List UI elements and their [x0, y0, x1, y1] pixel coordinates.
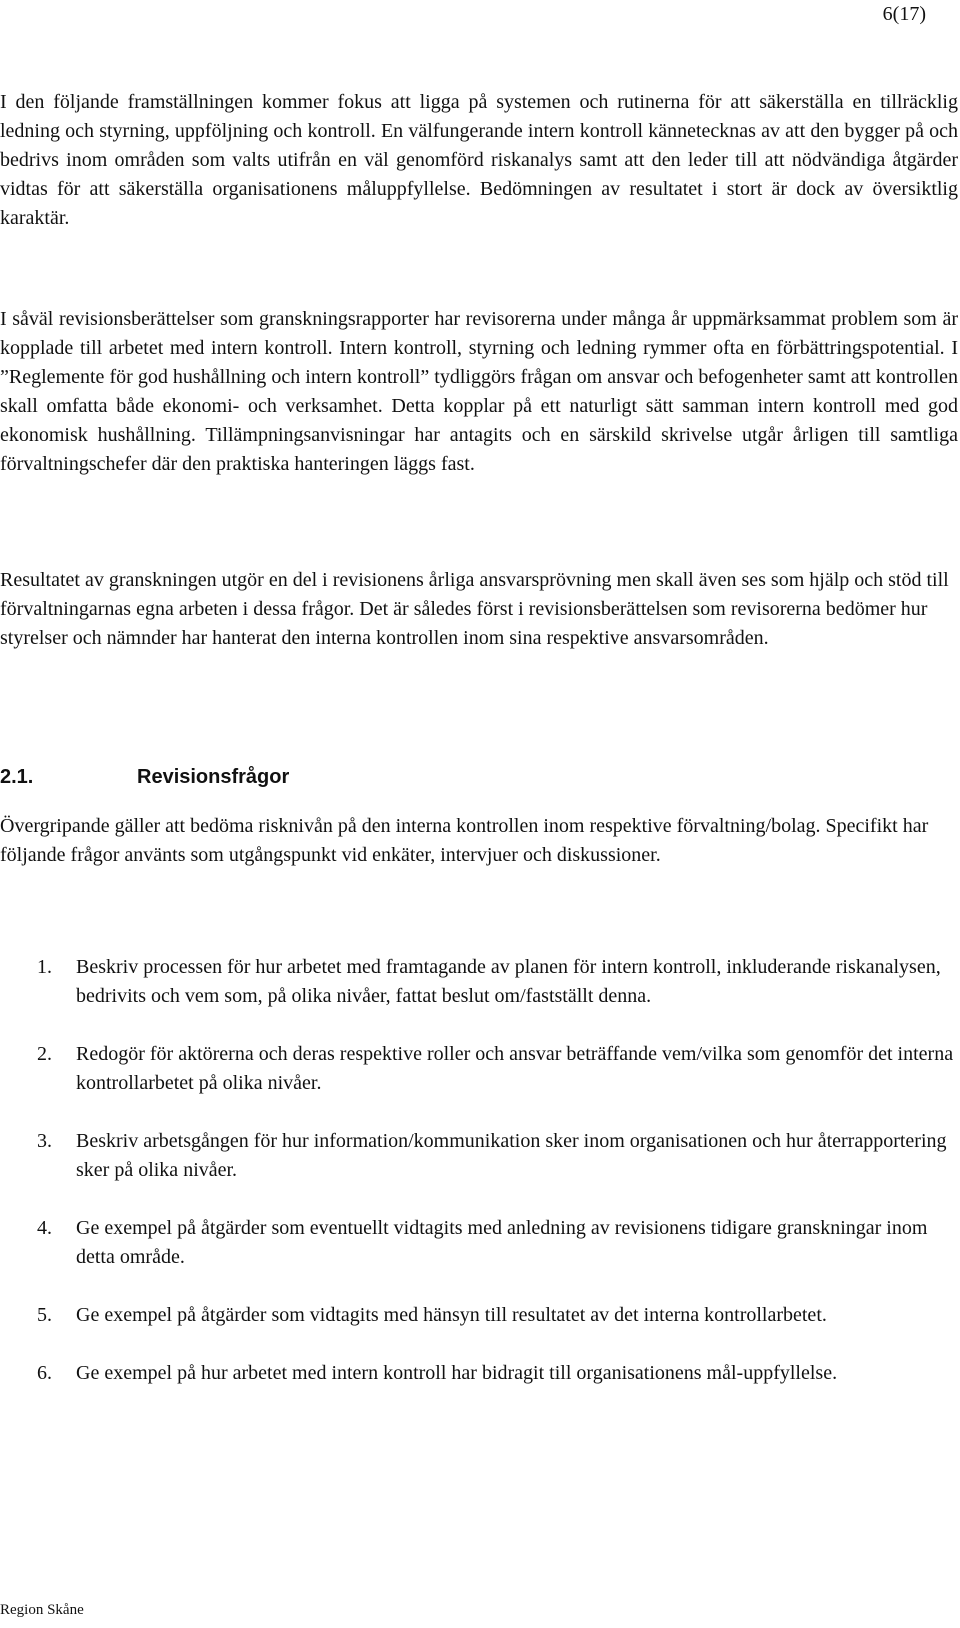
list-item — [0, 1214, 958, 1272]
section-heading — [0, 763, 289, 791]
list-item-text: Beskriv arbetsgången för hur information/kommunikation sker inom organisationen och hur återrapportering sker på olika nivåer. — [76, 1130, 947, 1181]
page-number: 6(17) — [882, 3, 926, 25]
paragraph-audit-reports: I såväl revisionsberättelser som granskningsrapporter har revisorerna under många år uppmärksammat problem som är kopplade till arbetet med intern kontroll. Intern kontroll, styrning och ledning rymmer ofta en förbättringspotential. I ”Reglemente för god hushållning och intern kontroll” tydliggörs frågan om ansvar och befogenheter samt att kontrollen skall omfatta både ekonomi- och verksamhet. Detta kopplar på ett naturligt sätt samman intern kontroll med god ekonomisk hushållning. Tillämpningsanvisningar har antagits och en särskild skrivelse utgår årligen till samtliga förvaltningschefer där den praktiska hanteringen läggs fast. — [0, 308, 958, 475]
list-item-number: 3. — [37, 1130, 52, 1152]
list-item — [0, 1127, 958, 1185]
list-item-text: Ge exempel på åtgärder som eventuellt vidtagits med anledning av revisionens tidigare granskningar inom detta område. — [76, 1217, 928, 1268]
list-item-text: Redogör för aktörerna och deras respektive roller och ansvar beträffande vem/vilka som genomför det interna kontrollarbetet på olika nivåer. — [76, 1043, 954, 1094]
list-item-number: 1. — [37, 956, 52, 978]
list-item — [0, 1040, 958, 1098]
section-intro: Övergripande gäller att bedöma risknivån på den interna kontrollen inom respektive förvaltning/bolag. Specifikt har följande frågor använts som utgångspunkt vid enkäter, intervjuer och diskussioner. — [0, 815, 929, 866]
list-item-number: 2. — [37, 1043, 52, 1065]
paragraph-result: Resultatet av granskningen utgör en del i revisionens årliga ansvarsprövning men skall även ses som hjälp och stöd till förvaltningarnas egna arbeten i dessa frågor. Det är således först i revisionsberättelsen som revisorerna bedömer hur styrelser och nämnder har hanterat den interna kontrollen inom sina respektive ansvarsområden. — [0, 569, 949, 649]
paragraph-intro: I den följande framställningen kommer fokus att ligga på systemen och rutinerna för att säkerställa en tillräcklig ledning och styrning, uppföljning och kontroll. En välfungerande intern kontroll kännetecknas av att den bygger på och bedrivs inom områden som valts utifrån en väl genomförd riskanalys samt att den leder till att nödvändiga åtgärder vidtas för att säkerställa organisationens måluppfyllelse. Bedömningen av resultatet i stort är dock av översiktlig karaktär. — [0, 91, 958, 229]
section-number: 2.1. — [0, 766, 34, 788]
list-item-number: 4. — [37, 1217, 52, 1239]
list-item-text: Ge exempel på hur arbetet med intern kontroll har bidragit till organisationens mål-uppfyllelse. — [76, 1362, 838, 1384]
list-item — [0, 953, 958, 1011]
list-item — [0, 1359, 958, 1388]
section-title: Revisionsfrågor — [137, 766, 290, 788]
question-list — [0, 953, 958, 1417]
list-item-number: 5. — [37, 1304, 52, 1326]
footer-organization: Region Skåne — [0, 1602, 84, 1618]
list-item — [0, 1301, 958, 1330]
list-item-text: Ge exempel på åtgärder som vidtagits med hänsyn till resultatet av det interna kontrollarbetet. — [76, 1304, 827, 1326]
list-item-text: Beskriv processen för hur arbetet med framtagande av planen för intern kontroll, inkluderande riskanalysen, bedrivits och vem som, på olika nivåer, fattat beslut om/fastställt denna. — [76, 956, 941, 1007]
list-item-number: 6. — [37, 1362, 52, 1384]
